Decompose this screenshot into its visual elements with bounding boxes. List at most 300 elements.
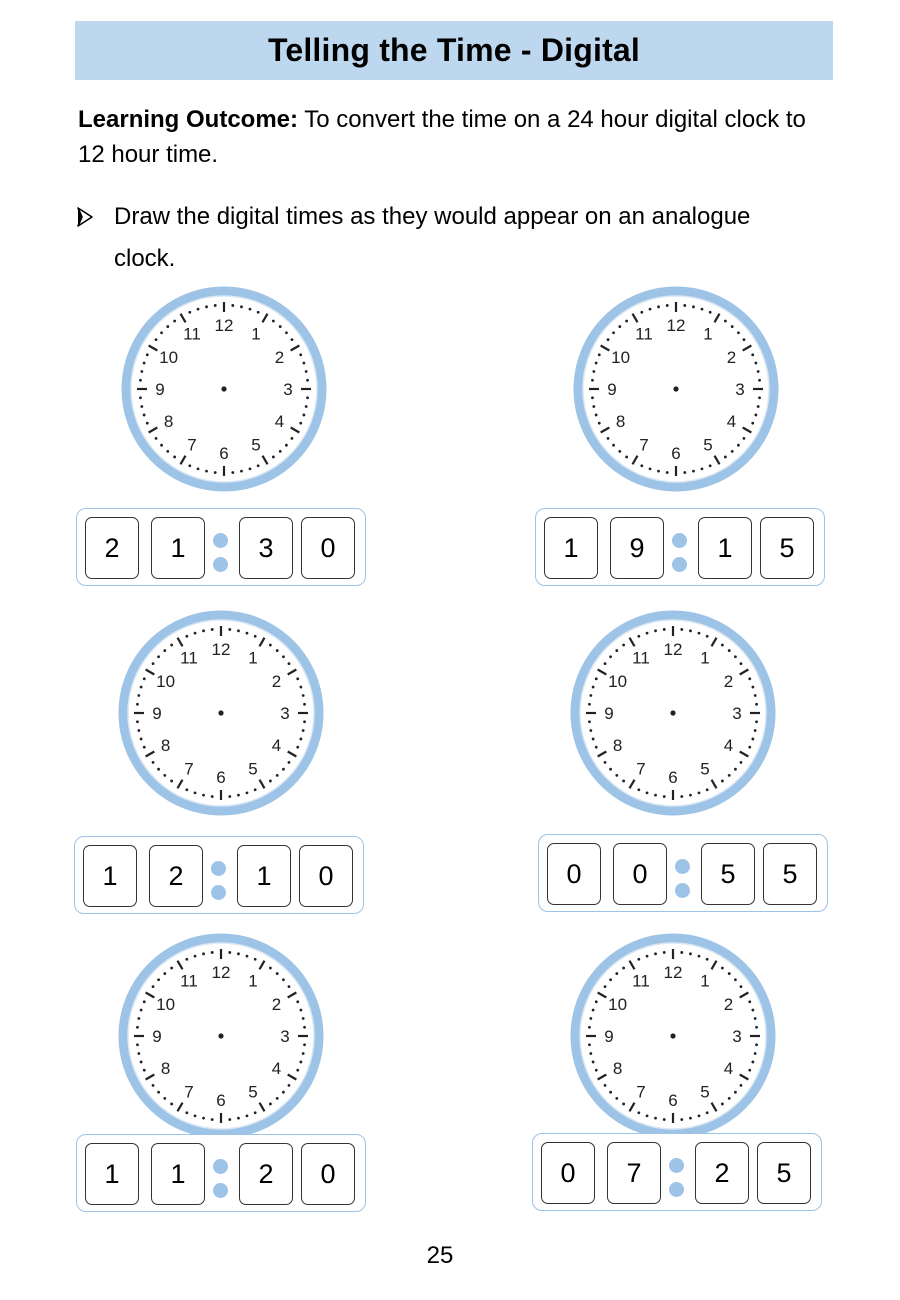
clock-number: 6	[668, 768, 678, 787]
clock-number: 2	[274, 348, 285, 367]
minute-dot	[299, 353, 302, 356]
minute-dot	[646, 791, 649, 794]
minute-dot	[228, 1118, 231, 1121]
minute-dot	[751, 353, 754, 356]
colon-separator	[213, 533, 229, 573]
colon-separator	[675, 859, 691, 899]
minute-dot	[137, 1052, 140, 1055]
minute-dot	[709, 311, 712, 314]
minute-dot	[592, 1061, 595, 1064]
minute-dot	[683, 304, 686, 307]
minute-dot	[755, 703, 758, 706]
clock-number: 9	[607, 380, 617, 399]
clock-number: 4	[274, 412, 285, 431]
clock-number: 5	[248, 759, 258, 779]
minute-dot	[734, 978, 737, 981]
page-title: Telling the Time - Digital	[267, 32, 641, 68]
clock-center-dot	[673, 386, 678, 391]
minute-dot	[140, 738, 143, 741]
minute-dot	[588, 720, 591, 723]
minute-dot	[698, 955, 701, 958]
minute-dot	[140, 1061, 143, 1064]
minute-dot	[663, 1118, 666, 1121]
minute-dot	[288, 985, 291, 988]
minute-dot	[740, 985, 743, 988]
minute-dot	[291, 437, 294, 440]
minute-dot	[592, 370, 595, 373]
minute-dot	[299, 1009, 302, 1012]
clock-number: 6	[219, 444, 229, 463]
minute-dot	[588, 703, 591, 706]
learning-outcome-label: Learning Outcome:	[78, 106, 299, 133]
clock-number: 1	[248, 648, 258, 668]
digital-clock	[74, 836, 364, 914]
page-number: 25	[426, 1242, 454, 1269]
minute-dot	[185, 1111, 188, 1114]
minute-dot	[136, 1026, 139, 1029]
minute-dot	[299, 1061, 302, 1064]
minute-dot	[155, 338, 158, 341]
minute-dot	[595, 362, 598, 365]
digit-box: 0	[613, 843, 667, 905]
minute-dot	[211, 628, 214, 631]
minute-dot	[604, 761, 607, 764]
minute-dot	[143, 746, 146, 749]
minute-dot	[231, 471, 234, 474]
minute-dot	[306, 396, 309, 399]
minute-dot	[612, 444, 615, 447]
clock-number: 11	[632, 971, 650, 991]
minute-dot	[194, 632, 197, 635]
analogue-clock[interactable]	[116, 608, 326, 818]
clock-number: 9	[604, 704, 614, 723]
minute-dot	[202, 629, 205, 632]
minute-dot	[622, 1103, 625, 1106]
clock-number: 11	[183, 324, 201, 344]
clock-number: 3	[735, 380, 745, 399]
minute-dot	[748, 677, 751, 680]
clock-number: 2	[271, 995, 282, 1014]
digital-clock	[535, 508, 825, 586]
digit-box: 2	[239, 1143, 293, 1205]
clock-number: 4	[723, 736, 734, 755]
digit-box: 3	[239, 517, 293, 579]
minute-dot	[228, 628, 231, 631]
clock-number: 12	[666, 316, 686, 335]
clock-number: 6	[671, 444, 681, 463]
clock-number: 10	[156, 995, 176, 1014]
minute-dot	[152, 1084, 155, 1087]
minute-dot	[612, 331, 615, 334]
digit-box: 0	[301, 517, 355, 579]
minute-dot	[237, 1117, 240, 1120]
minute-dot	[737, 331, 740, 334]
minute-dot	[755, 1026, 758, 1029]
clock-number: 8	[160, 1059, 171, 1078]
minute-dot	[637, 1111, 640, 1114]
minute-dot	[157, 768, 160, 771]
minute-dot	[249, 308, 252, 311]
minute-dot	[237, 952, 240, 955]
minute-dot	[607, 437, 610, 440]
minute-dot	[595, 1000, 598, 1003]
minute-dot	[706, 635, 709, 638]
minute-dot	[152, 662, 155, 665]
minute-dot	[146, 353, 149, 356]
minute-dot	[296, 677, 299, 680]
minute-dot	[640, 311, 643, 314]
minute-dot	[740, 1084, 743, 1087]
clock-number: 9	[155, 380, 165, 399]
minute-dot	[136, 703, 139, 706]
minute-dot	[279, 325, 282, 328]
minute-dot	[185, 788, 188, 791]
minute-dot	[282, 768, 285, 771]
minute-dot	[654, 794, 657, 797]
minute-dot	[654, 952, 657, 955]
digit-box: 0	[299, 845, 353, 907]
minute-dot	[758, 379, 761, 382]
minute-dot	[737, 444, 740, 447]
minute-dot	[748, 1000, 751, 1003]
minute-dot	[302, 729, 305, 732]
minute-dot	[663, 628, 666, 631]
minute-dot	[160, 444, 163, 447]
colon-separator	[211, 861, 227, 901]
minute-dot	[683, 471, 686, 474]
clock-number: 8	[612, 1059, 623, 1078]
clock-number: 12	[663, 963, 683, 982]
digital-clock	[76, 1134, 366, 1212]
minute-dot	[689, 952, 692, 955]
minute-dot	[646, 632, 649, 635]
digital-clock	[538, 834, 828, 912]
digit-box: 1	[544, 517, 598, 579]
minute-dot	[231, 304, 234, 307]
clock-number: 6	[668, 1091, 678, 1110]
minute-dot	[734, 1091, 737, 1094]
minute-dot	[615, 1097, 618, 1100]
minute-dot	[649, 308, 652, 311]
minute-dot	[166, 450, 169, 453]
analogue-clock[interactable]	[568, 608, 778, 818]
digit-box: 5	[760, 517, 814, 579]
minute-dot	[136, 720, 139, 723]
digit-box: 1	[151, 517, 205, 579]
minute-dot	[143, 1000, 146, 1003]
minute-dot	[228, 951, 231, 954]
minute-dot	[306, 379, 309, 382]
clock-number: 3	[732, 1027, 742, 1046]
minute-dot	[622, 780, 625, 783]
minute-dot	[663, 951, 666, 954]
clock-number: 2	[271, 672, 282, 691]
minute-dot	[754, 362, 757, 365]
clock-center-dot	[218, 1033, 223, 1038]
minute-dot	[137, 694, 140, 697]
minute-dot	[622, 644, 625, 647]
minute-dot	[285, 444, 288, 447]
clock-center-dot	[218, 710, 223, 715]
minute-dot	[589, 1017, 592, 1020]
minute-dot	[680, 628, 683, 631]
digit-box: 9	[610, 517, 664, 579]
clock-number: 7	[636, 1082, 646, 1102]
clock-number: 7	[184, 1082, 194, 1102]
minute-dot	[657, 470, 660, 473]
minute-dot	[640, 464, 643, 467]
minute-dot	[604, 1084, 607, 1087]
minute-dot	[595, 414, 598, 417]
minute-dot	[615, 774, 618, 777]
learning-outcome-text: To convert the time on a 24 hour digital clock to 12 hour time.	[78, 106, 806, 168]
minute-dot	[755, 1043, 758, 1046]
minute-dot	[751, 422, 754, 425]
minute-dot	[698, 632, 701, 635]
minute-dot	[288, 662, 291, 665]
minute-dot	[205, 305, 208, 308]
minute-dot	[296, 1069, 299, 1072]
instruction	[76, 196, 796, 280]
digital-clock	[532, 1133, 822, 1211]
clock-number: 2	[723, 995, 734, 1014]
minute-dot	[303, 720, 306, 723]
clock-number: 8	[615, 412, 626, 431]
clock-number: 6	[216, 768, 226, 787]
minute-dot	[751, 1009, 754, 1012]
minute-dot	[237, 629, 240, 632]
minute-dot	[143, 414, 146, 417]
minute-dot	[276, 774, 279, 777]
minute-dot	[692, 305, 695, 308]
minute-dot	[604, 662, 607, 665]
clock-number: 9	[152, 704, 162, 723]
minute-dot	[740, 761, 743, 764]
minute-dot	[734, 655, 737, 658]
minute-dot	[152, 761, 155, 764]
clock-number: 3	[732, 704, 742, 723]
minute-dot	[296, 1000, 299, 1003]
clock-number: 12	[214, 316, 234, 335]
clock-number: 11	[180, 971, 198, 991]
digit-box: 2	[695, 1142, 749, 1204]
clock-number: 12	[663, 640, 683, 659]
minute-dot	[163, 1097, 166, 1100]
clock-number: 11	[180, 648, 198, 668]
digit-box: 2	[85, 517, 139, 579]
minute-dot	[170, 644, 173, 647]
minute-dot	[157, 655, 160, 658]
minute-dot	[166, 325, 169, 328]
clock-number: 5	[703, 435, 713, 455]
minute-dot	[591, 396, 594, 399]
minute-dot	[698, 1114, 701, 1117]
minute-dot	[228, 795, 231, 798]
clock-number: 1	[251, 324, 261, 344]
minute-dot	[728, 1097, 731, 1100]
minute-dot	[272, 456, 275, 459]
clock-number: 7	[636, 759, 646, 779]
minute-dot	[724, 320, 727, 323]
minute-dot	[197, 467, 200, 470]
minute-dot	[595, 1069, 598, 1072]
arrow-bullet-icon	[76, 196, 100, 242]
minute-dot	[731, 325, 734, 328]
clock-number: 2	[723, 672, 734, 691]
minute-dot	[589, 694, 592, 697]
digit-box: 0	[547, 843, 601, 905]
minute-dot	[282, 655, 285, 658]
minute-dot	[740, 662, 743, 665]
minute-dot	[240, 305, 243, 308]
clock-number: 4	[726, 412, 737, 431]
minute-dot	[214, 304, 217, 307]
minute-dot	[757, 370, 760, 373]
clock-face	[116, 608, 326, 818]
minute-dot	[709, 464, 712, 467]
minute-dot	[592, 405, 595, 408]
minute-dot	[598, 353, 601, 356]
minute-dot	[302, 414, 305, 417]
minute-dot	[254, 788, 257, 791]
colon-separator	[672, 533, 688, 573]
minute-dot	[721, 644, 724, 647]
minute-dot	[269, 967, 272, 970]
minute-dot	[751, 1061, 754, 1064]
minute-dot	[211, 1118, 214, 1121]
minute-dot	[160, 331, 163, 334]
minute-dot	[282, 978, 285, 981]
minute-dot	[743, 338, 746, 341]
clock-number: 1	[700, 648, 710, 668]
minute-dot	[157, 978, 160, 981]
minute-dot	[592, 686, 595, 689]
minute-dot	[743, 437, 746, 440]
digit-box: 5	[701, 843, 755, 905]
minute-dot	[288, 1084, 291, 1087]
clock-number: 6	[216, 1091, 226, 1110]
minute-dot	[305, 405, 308, 408]
minute-dot	[654, 1117, 657, 1120]
clock-number: 1	[700, 971, 710, 991]
minute-dot	[589, 729, 592, 732]
minute-dot	[646, 1114, 649, 1117]
minute-dot	[609, 768, 612, 771]
minute-dot	[276, 972, 279, 975]
minute-dot	[595, 746, 598, 749]
minute-dot	[654, 629, 657, 632]
minute-dot	[170, 1103, 173, 1106]
minute-dot	[706, 788, 709, 791]
minute-dot	[288, 761, 291, 764]
digit-box: 7	[607, 1142, 661, 1204]
colon-separator	[213, 1159, 229, 1199]
minute-dot	[188, 311, 191, 314]
minute-dot	[622, 967, 625, 970]
digit-box: 1	[151, 1143, 205, 1205]
minute-dot	[194, 791, 197, 794]
minute-dot	[680, 951, 683, 954]
clock-number: 5	[248, 1082, 258, 1102]
minute-dot	[754, 414, 757, 417]
minute-dot	[137, 729, 140, 732]
clock-number: 3	[280, 1027, 290, 1046]
analogue-clock[interactable]	[568, 931, 778, 1141]
minute-dot	[604, 985, 607, 988]
minute-dot	[637, 635, 640, 638]
clock-number: 9	[152, 1027, 162, 1046]
minute-dot	[246, 632, 249, 635]
minute-dot	[706, 958, 709, 961]
minute-dot	[143, 1069, 146, 1072]
minute-dot	[303, 1043, 306, 1046]
clock-number: 3	[283, 380, 293, 399]
minute-dot	[615, 972, 618, 975]
minute-dot	[163, 972, 166, 975]
analogue-clock[interactable]	[116, 931, 326, 1141]
minute-dot	[143, 362, 146, 365]
digit-box: 1	[698, 517, 752, 579]
minute-dot	[282, 1091, 285, 1094]
clock-center-dot	[670, 1033, 675, 1038]
minute-dot	[257, 464, 260, 467]
minute-dot	[657, 305, 660, 308]
minute-dot	[689, 794, 692, 797]
analogue-clock[interactable]	[571, 284, 781, 494]
minute-dot	[143, 677, 146, 680]
minute-dot	[607, 338, 610, 341]
minute-dot	[140, 1009, 143, 1012]
minute-dot	[163, 649, 166, 652]
minute-dot	[637, 788, 640, 791]
minute-dot	[637, 958, 640, 961]
clock-number: 12	[211, 640, 231, 659]
clock-number: 7	[187, 435, 197, 455]
clock-number: 1	[703, 324, 713, 344]
minute-dot	[155, 437, 158, 440]
minute-dot	[721, 1103, 724, 1106]
minute-dot	[609, 655, 612, 658]
minute-dot	[254, 958, 257, 961]
minute-dot	[194, 1114, 197, 1117]
clock-number: 4	[271, 736, 282, 755]
minute-dot	[173, 456, 176, 459]
analogue-clock[interactable]	[119, 284, 329, 494]
clock-face	[568, 608, 778, 818]
clock-number: 1	[248, 971, 258, 991]
minute-dot	[296, 746, 299, 749]
minute-dot	[692, 470, 695, 473]
minute-dot	[299, 422, 302, 425]
minute-dot	[649, 467, 652, 470]
minute-dot	[588, 1043, 591, 1046]
minute-dot	[588, 1026, 591, 1029]
digit-box: 1	[237, 845, 291, 907]
minute-dot	[701, 467, 704, 470]
minute-dot	[680, 1118, 683, 1121]
minute-dot	[140, 405, 143, 408]
minute-dot	[211, 951, 214, 954]
minute-dot	[285, 331, 288, 334]
minute-dot	[721, 967, 724, 970]
clock-number: 3	[280, 704, 290, 723]
clock-number: 5	[700, 1082, 710, 1102]
minute-dot	[666, 471, 669, 474]
minute-dot	[591, 379, 594, 382]
clock-center-dot	[670, 710, 675, 715]
clock-face	[568, 931, 778, 1141]
minute-dot	[157, 1091, 160, 1094]
